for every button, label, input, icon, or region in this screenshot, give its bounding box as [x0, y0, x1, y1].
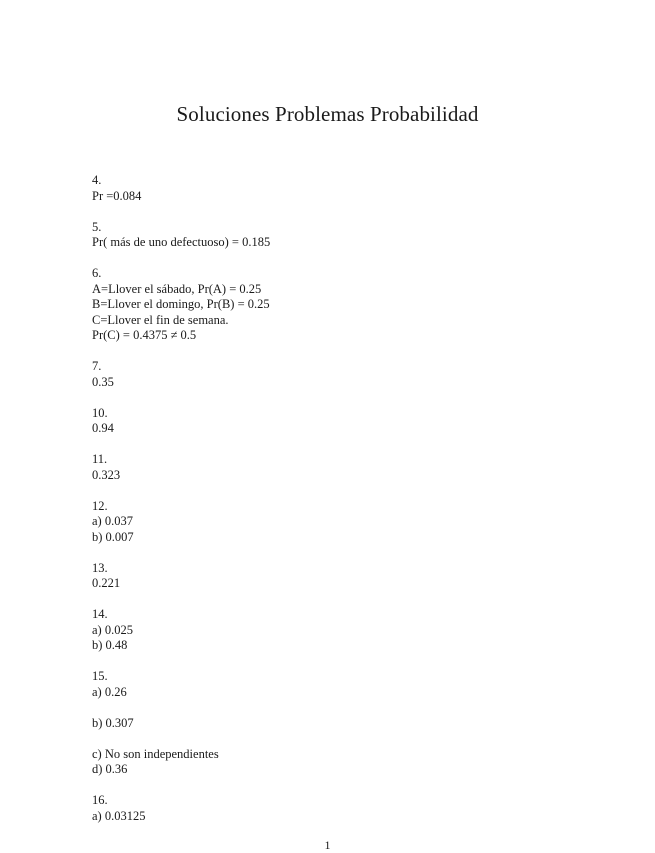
answer-line: C=Llover el fin de semana.	[92, 312, 229, 327]
answer-line: a) 0.26	[92, 684, 127, 699]
problem-number: 10.	[92, 405, 108, 420]
problem-block	[92, 793, 270, 824]
problem-number: 11.	[92, 452, 108, 466]
problem-number: 4.	[92, 173, 102, 187]
answer-line: b) 0.007	[92, 529, 134, 544]
answer-line: d) 0.36	[92, 762, 128, 776]
answer-line: a) 0.037	[92, 514, 133, 528]
answer-line: 0.323	[92, 467, 121, 482]
problem-number: 15.	[92, 669, 108, 683]
problem-block	[92, 359, 270, 390]
answer-line: c) No son independientes	[92, 746, 219, 761]
page-title: Soluciones Problemas Probabilidad	[176, 102, 479, 126]
answer-line: b) 0.48	[92, 638, 128, 652]
problem-block	[92, 220, 270, 251]
problem-number: 5.	[92, 219, 102, 234]
problem-number: 7.	[92, 359, 102, 373]
problem-number: 13.	[92, 560, 108, 575]
spacer	[92, 700, 270, 716]
problem-number: 6.	[92, 266, 102, 280]
answer-line: 0.221	[92, 576, 121, 590]
problem-block	[92, 499, 270, 546]
problem-block	[92, 452, 270, 483]
spacer	[92, 731, 270, 747]
answer-line: Pr =0.084	[92, 188, 142, 203]
problem-block	[92, 607, 270, 654]
answer-line: A=Llover el sábado, Pr(A) = 0.25	[92, 281, 262, 296]
problem-number: 12.	[92, 498, 108, 513]
answer-line: a) 0.025	[92, 622, 133, 637]
solutions-list	[92, 173, 270, 840]
problem-block	[92, 561, 270, 592]
answer-line: b) 0.307	[92, 715, 134, 730]
problem-block	[92, 669, 270, 778]
problem-number: 14.	[92, 607, 108, 621]
answer-line: 0.94	[92, 421, 114, 435]
answer-line: 0.35	[92, 374, 114, 389]
answer-line: Pr( más de uno defectuoso) = 0.185	[92, 235, 271, 249]
problem-block	[92, 406, 270, 437]
problem-block	[92, 173, 270, 204]
problem-number: 16.	[92, 793, 108, 807]
page-number: 1	[324, 838, 331, 852]
answer-line: a) 0.03125	[92, 808, 146, 823]
answer-line: B=Llover el domingo, Pr(B) = 0.25	[92, 297, 270, 311]
problem-block	[92, 266, 270, 344]
answer-line: Pr(C) = 0.4375 ≠ 0.5	[92, 328, 197, 342]
